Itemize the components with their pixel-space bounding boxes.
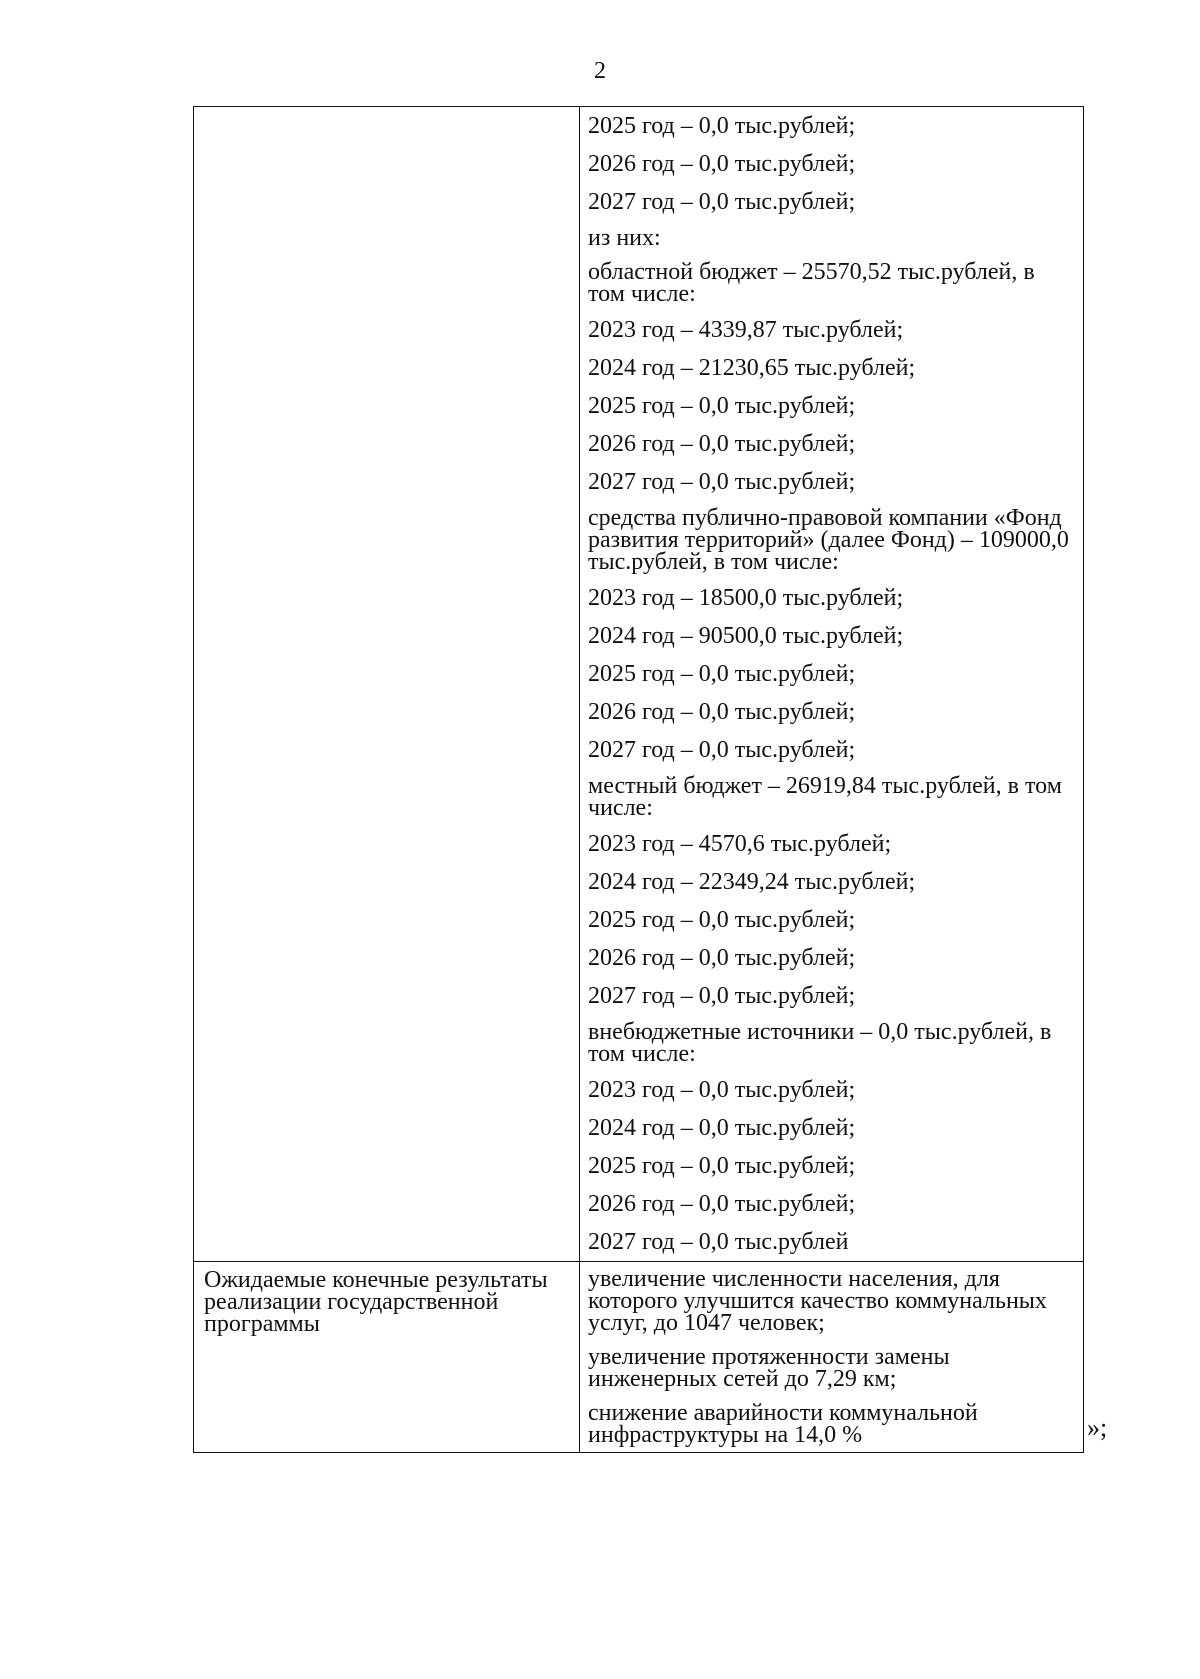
table-cell-empty (194, 107, 580, 1262)
list-item: из них: (588, 225, 661, 251)
list-item: 2024 год – 21230,65 тыс.рублей; (588, 355, 916, 381)
list-item: увеличение численности населения, для которого улучшится качество коммунальных услуг, до 1047 человек; (588, 1266, 1047, 1336)
list-item: 2023 год – 4339,87 тыс.рублей; (588, 317, 904, 343)
list-item: 2027 год – 0,0 тыс.рублей (588, 1229, 849, 1255)
closing-quote-mark: »; (1087, 1413, 1108, 1442)
funding-list (580, 107, 1083, 1261)
program-passport-table (193, 106, 1084, 1453)
list-item: 2027 год – 0,0 тыс.рублей; (588, 737, 856, 763)
list-item: увеличение протяженности замены инженерных сетей до 7,29 км; (588, 1344, 950, 1392)
list-item: 2027 год – 0,0 тыс.рублей; (588, 983, 856, 1009)
list-item: 2027 год – 0,0 тыс.рублей; (588, 469, 856, 495)
results-cell (580, 1262, 1084, 1453)
list-item: 2023 год – 0,0 тыс.рублей; (588, 1077, 856, 1103)
table-row (194, 107, 1084, 1262)
list-item: 2027 год – 0,0 тыс.рублей; (588, 189, 856, 215)
list-item: снижение аварийности коммунальной инфраструктуры на 14,0 % (588, 1400, 978, 1448)
list-item: 2023 год – 18500,0 тыс.рублей; (588, 585, 904, 611)
list-item: 2025 год – 0,0 тыс.рублей; (588, 113, 856, 139)
list-item: 2025 год – 0,0 тыс.рублей; (588, 393, 856, 419)
funding-cell (580, 107, 1084, 1262)
results-label: Ожидаемые конечные результаты реализации государственной программы (204, 1267, 548, 1337)
list-item: 2025 год – 0,0 тыс.рублей; (588, 661, 856, 687)
list-item: средства публично-правовой компании «Фонд развития территорий» (далее Фонд) – 109000,0 тыс.рублей, в том числе: (588, 505, 1069, 575)
list-item: местный бюджет – 26919,84 тыс.рублей, в том числе: (588, 773, 1062, 821)
list-item: 2026 год – 0,0 тыс.рублей; (588, 945, 856, 971)
results-label-cell (194, 1262, 580, 1453)
list-item: 2024 год – 0,0 тыс.рублей; (588, 1115, 856, 1141)
list-item: 2024 год – 22349,24 тыс.рублей; (588, 869, 916, 895)
list-item: областной бюджет – 25570,52 тыс.рублей, в том числе: (588, 259, 1035, 307)
list-item: 2025 год – 0,0 тыс.рублей; (588, 907, 856, 933)
list-item: внебюджетные источники – 0,0 тыс.рублей, в том числе: (588, 1019, 1052, 1067)
list-item: 2025 год – 0,0 тыс.рублей; (588, 1153, 856, 1179)
list-item: 2023 год – 4570,6 тыс.рублей; (588, 831, 892, 857)
list-item: 2026 год – 0,0 тыс.рублей; (588, 151, 856, 177)
list-item: 2024 год – 90500,0 тыс.рублей; (588, 623, 904, 649)
page-number: 2 (594, 58, 606, 84)
table-row (194, 1262, 1084, 1453)
results-list (580, 1262, 1083, 1452)
list-item: 2026 год – 0,0 тыс.рублей; (588, 699, 856, 725)
list-item: 2026 год – 0,0 тыс.рублей; (588, 431, 856, 457)
list-item: 2026 год – 0,0 тыс.рублей; (588, 1191, 856, 1217)
